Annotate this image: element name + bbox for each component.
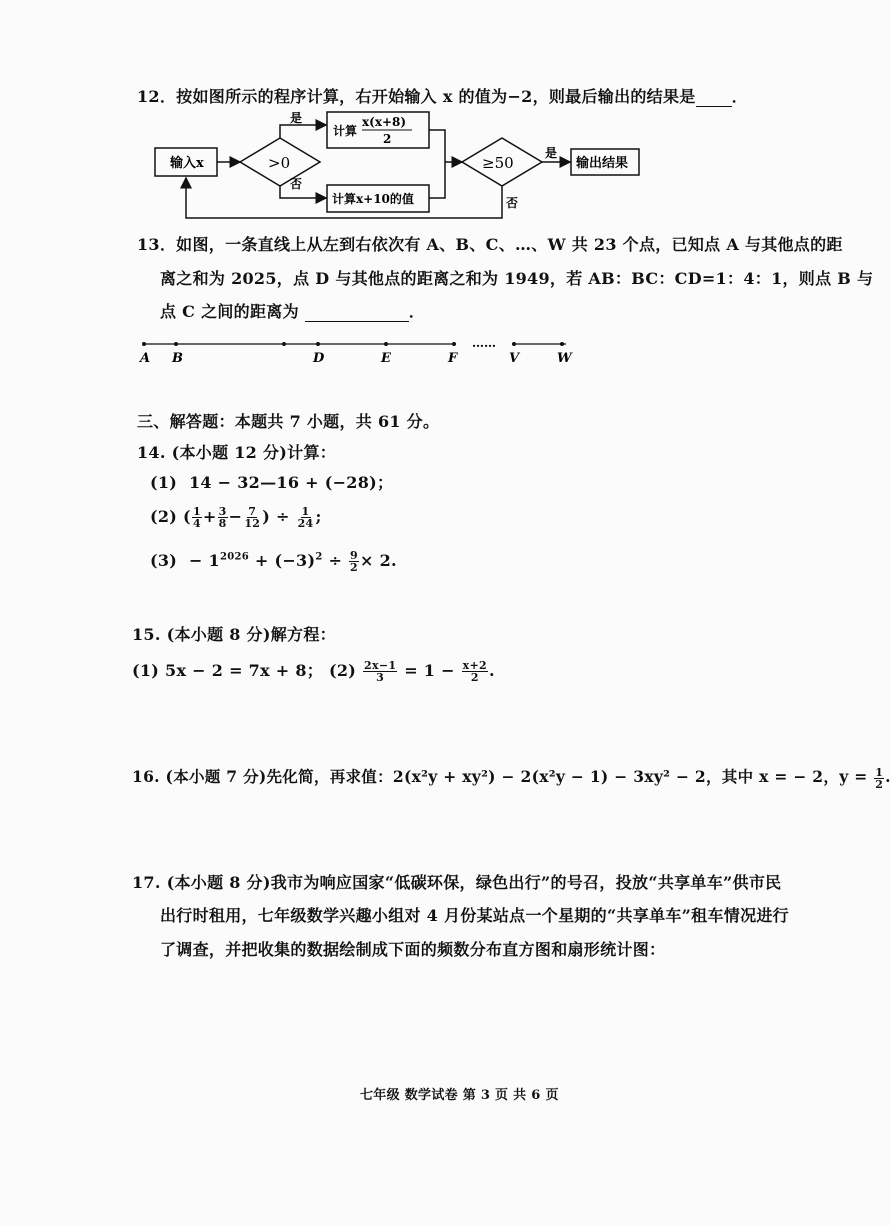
flow-yes1: 是 [290, 111, 303, 125]
q12-answer-blank [696, 87, 732, 107]
q17-line3: 了调查，并把收集的数据绘制成下面的频数分布直方图和扇形统计图： [160, 940, 666, 959]
flow-input-label: 输入x [170, 156, 204, 171]
page-footer: 七年级 数学试卷 第 3 页 共 6 页 [360, 1088, 559, 1103]
q16-text: 16. (本小题 7 分)先化简，再求值：2(x²y + xy²) − 2(x²y − 1) − 3xy² − 2，其中 x = − 2，y = $\frac{1}{2}$ . [132, 765, 891, 791]
q15-title: 15. (本小题 8 分)解方程： [132, 625, 336, 644]
flow-calc2-label: 计算x+10的值 [332, 192, 414, 206]
flow-no2: 否 [506, 196, 519, 210]
point-a-label: A [140, 351, 151, 366]
q13-line2: 离之和为 2025，点 D 与其他点的距离之和为 1949，若 AB：BC：CD=1：4：1，则点 B 与 [160, 269, 874, 288]
flow-calc1-num: x(x+8) [362, 115, 407, 129]
point-e-label: E [381, 351, 391, 366]
flow-no1: 否 [290, 177, 303, 191]
point-w-label: W [557, 351, 572, 366]
flow-calc1-prefix: 计算 [333, 124, 358, 138]
q13-number-line [136, 334, 586, 368]
q14-part3: $(3) - 1^{2026} + (-3)^2$ ÷ $\frac{9}{2}$ × 2. [150, 549, 397, 574]
q12-text: 12．按如图所示的程序计算，右开始输入 x 的值为−2，则最后输出的结果是 ． [137, 87, 748, 106]
section-3-heading: 三、解答题：本题共 7 小题，共 61 分。 [137, 412, 440, 431]
q17-line1: 17. (本小题 8 分)我市为响应国家“低碳环保，绿色出行”的号召，投放“共享单车”供市民 [132, 873, 782, 892]
q12-flowchart [140, 108, 660, 223]
point-f-label: F [448, 351, 458, 366]
flow-yes2: 是 [545, 146, 558, 160]
flow-ge50-label: ≥50 [482, 154, 514, 172]
q14-title: 14. (本小题 12 分)计算： [137, 443, 337, 462]
q13-line3: 点 C 之间的距离为 ． [160, 302, 426, 321]
q13-line1: 13．如图，一条直线上从左到右依次有 A、B、C、…、W 共 23 个点，已知点 A 与其他点的距 [137, 235, 843, 254]
flow-output-label: 输出结果 [576, 156, 629, 171]
flow-calc1-den: 2 [383, 132, 392, 146]
q17-line2: 出行时租用，七年级数学兴趣小组对 4 月份某站点一个星期的“共享单车”租车情况进行 [160, 906, 789, 925]
q14-part2: (2) ( $\frac{1}{4}$ + $\frac{3}{8}$ − $\frac{7}{12}$ ) ÷ $\frac{1}{24}$ ; [150, 505, 322, 530]
point-b-label: B [172, 351, 183, 366]
q15-equations: (1) 5x − 2 = 7x + 8； (2) $\frac{2x-1}{3}$ = 1 − $\frac{x+2}{2}$ . [132, 659, 495, 684]
point-v-label: V [509, 351, 520, 366]
q14-part1: (1) 14 − 32—16 + (−28)； [150, 473, 394, 492]
flow-gt0-label: >0 [268, 154, 291, 172]
q13-ellipsis: …… [472, 336, 496, 350]
point-d-label: D [313, 351, 325, 366]
q13-answer-blank [305, 302, 409, 322]
